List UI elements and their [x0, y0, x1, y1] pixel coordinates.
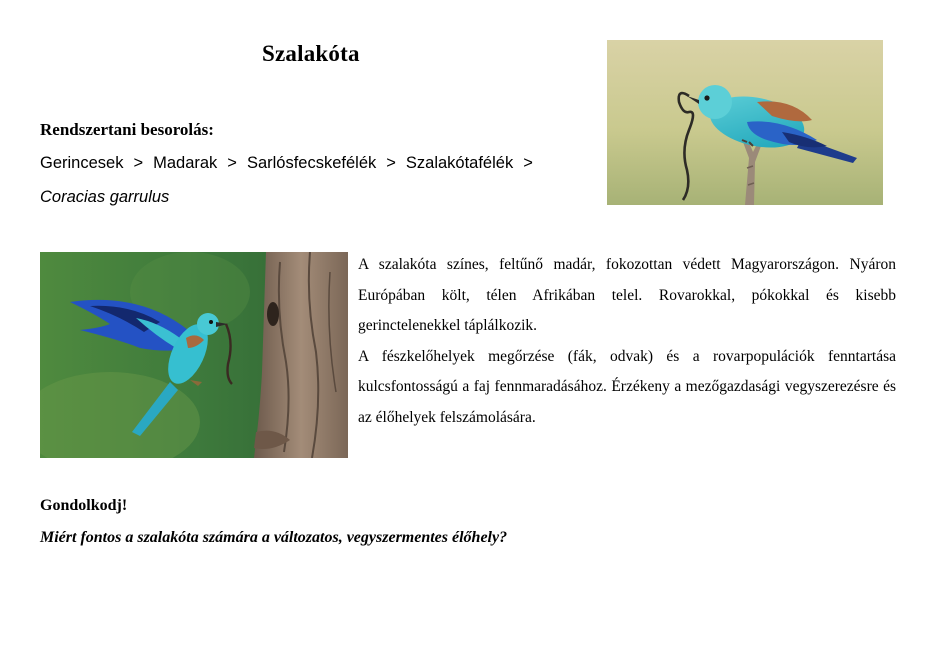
classification-path — [40, 154, 543, 173]
description-paragraph: A fészkelőhelyek megőrzése (fák, odvak) és a rovarpopulációk fenntartása kulcsfontosságú a faj fennmaradásához. Érzékeny a mezőgazdasági vegyszerezésre és az élőhelyek felszámolására. — [358, 347, 896, 426]
path-separator: > — [386, 154, 396, 172]
roller-flight-photo — [40, 252, 348, 458]
species-name: Coracias garrulus — [40, 188, 170, 206]
description-paragraph: A szalakóta színes, feltűnő madár, fokozottan védett Magyarországon. Nyáron Európában költ, télen Afrikában telel. Rovarokkal, pókokkal és kisebb gerinctelenekkel táplálkozik. — [358, 256, 896, 334]
taxon-family: Szalakótafélék — [405, 154, 514, 172]
description-text — [358, 250, 896, 433]
classification-heading: Rendszertani besorolás: — [40, 120, 214, 139]
think-heading: Gondolkodj! — [40, 497, 128, 514]
think-question: Miért fontos a szalakóta számára a változatos, vegyszermentes élőhely? — [40, 529, 508, 546]
roller-perched-photo — [607, 40, 883, 205]
taxon-order: Sarlósfecskefélék — [246, 154, 377, 172]
path-separator: > — [523, 154, 533, 172]
path-separator: > — [133, 154, 144, 172]
taxon-class: Madarak — [153, 154, 218, 172]
taxon-phylum: Gerincesek — [40, 154, 124, 172]
page-title: Szalakóta — [262, 41, 360, 66]
path-separator: > — [227, 154, 237, 172]
